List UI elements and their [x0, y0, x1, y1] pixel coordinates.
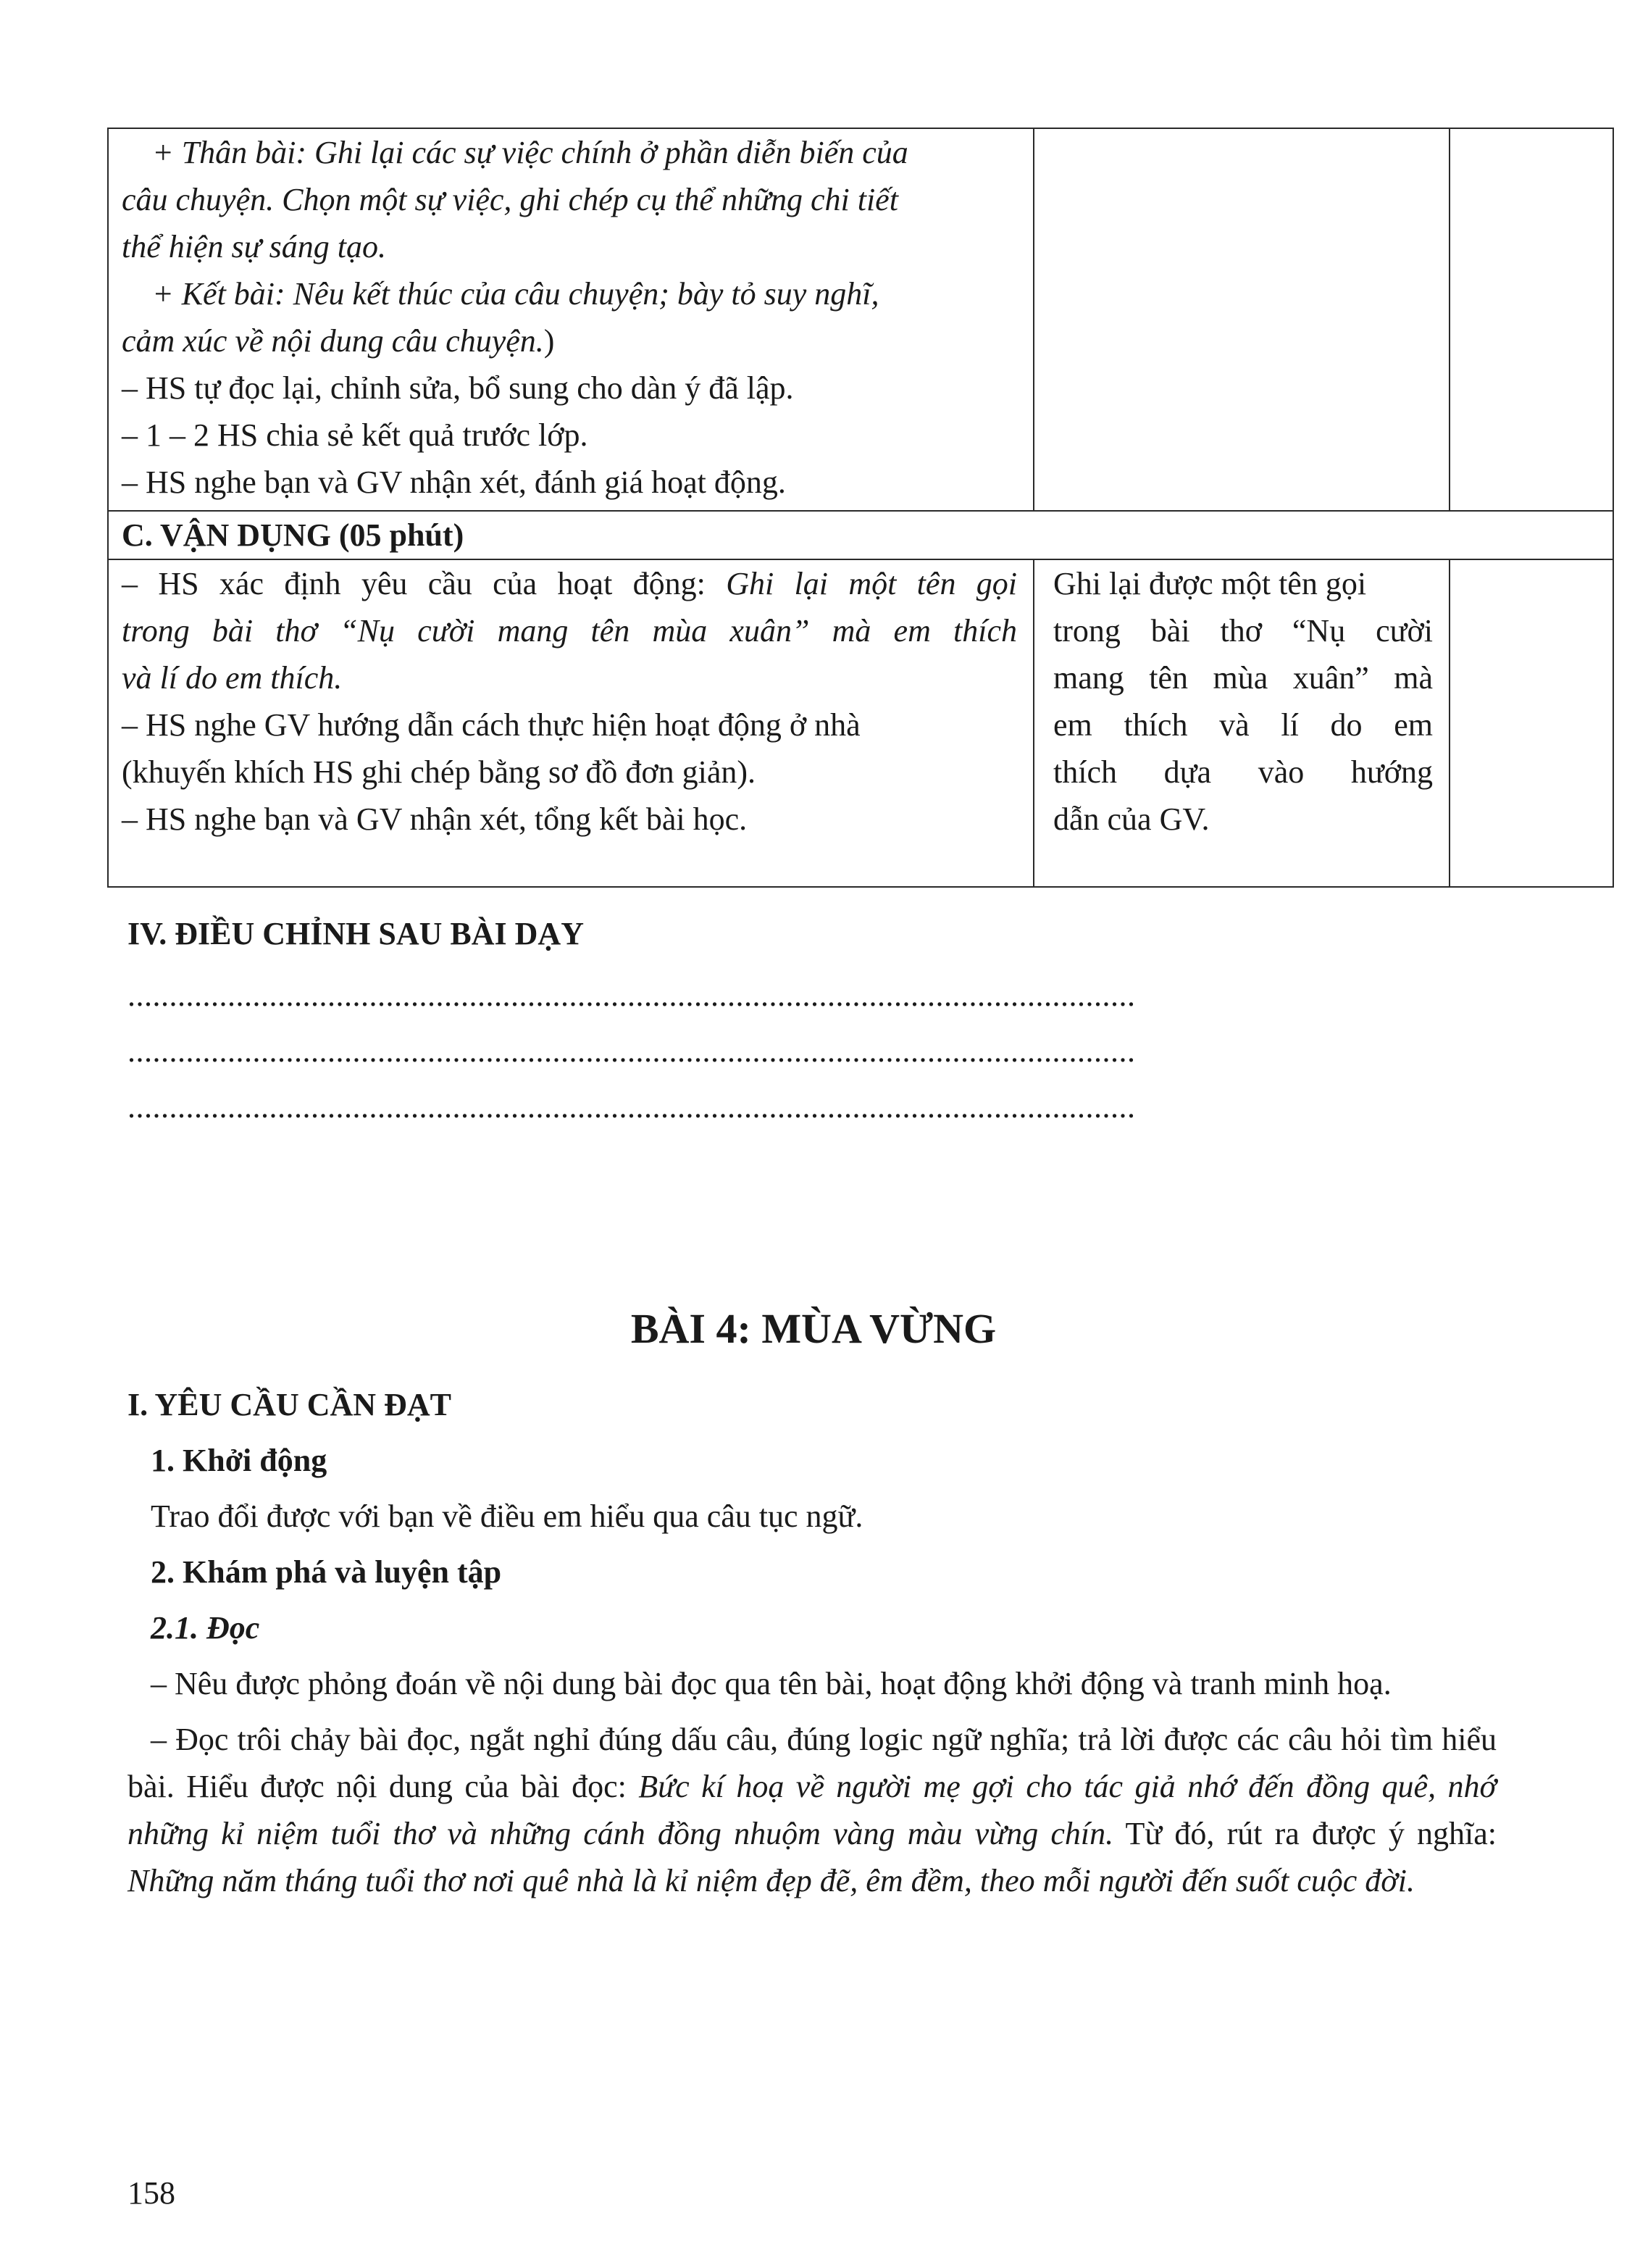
activity-cell — [108, 128, 1034, 511]
section-heading: IV. ĐIỀU CHỈNH SAU BÀI DẠY — [127, 916, 584, 951]
text-line: – HS nghe bạn và GV nhận xét, tổng kết bài học. — [122, 801, 748, 837]
table-row — [108, 511, 1613, 559]
text-line: + Kết bài: Nêu kết thúc của câu chuyện; bày tỏ suy nghĩ, — [152, 276, 879, 312]
activity-cell — [108, 559, 1034, 887]
text-line: – HS tự đọc lại, chỉnh sửa, bổ sung cho dàn ý đã lập. — [122, 370, 794, 406]
text-line: câu chuyện. Chọn một sự việc, ghi chép cụ thể những chi tiết — [122, 182, 898, 217]
text-line: – HS nghe GV hướng dẫn cách thực hiện hoạt động ở nhà — [122, 707, 861, 743]
lesson-title: BÀI 4: MÙA VỪNG — [630, 1305, 997, 1352]
text-line: và lí do em thích. — [122, 660, 343, 696]
text-line: cảm xúc về nội dung câu chuyện. — [122, 323, 544, 359]
text-line: + Thân bài: Ghi lại các sự việc chính ở phần diễn biến của — [152, 135, 908, 170]
text-run: Những năm tháng tuổi thơ nơi quê nhà là kỉ niệm đẹp đẽ, êm đềm, theo mỗi người đến suốt cuộc đời. — [127, 1863, 1415, 1898]
subsection-heading: 1. Khởi động — [151, 1443, 327, 1478]
note-cell — [1450, 128, 1613, 511]
text-run: Bức kí hoạ về người mẹ gợi cho tác giả nhớ đến đồng quê, nhớ những kỉ niệm tuổi thơ và những cánh đồng nhuộm vàng màu vừng chín. — [127, 1769, 1497, 1851]
lesson-plan-table — [107, 128, 1614, 888]
text-line: – HS nghe bạn và GV nhận xét, đánh giá hoạt động. — [122, 464, 786, 500]
subsection-heading: 2. Khám phá và luyện tập — [151, 1554, 502, 1590]
outcome-cell — [1034, 128, 1450, 511]
text-line: thích dựa vào hướng — [1053, 754, 1433, 790]
subsection-heading: 2.1. Đọc — [151, 1610, 260, 1646]
text-line: (khuyến khích HS ghi chép bằng sơ đồ đơn giản). — [122, 754, 756, 790]
text-line: trong bài thơ “Nụ cười — [1053, 613, 1433, 649]
text-line: – HS xác định yêu cầu của hoạt động: — [122, 566, 727, 601]
section-heading: I. YÊU CẦU CẦN ĐẠT — [127, 1387, 451, 1422]
text-line: trong bài thơ “Nụ cười mang tên mùa xuân” mà em thích — [122, 613, 1017, 649]
paragraph — [127, 1716, 1497, 1904]
text-line: thể hiện sự sáng tạo. — [122, 229, 386, 264]
note-cell — [1450, 559, 1613, 887]
text-run: – Đọc trôi chảy bài đọc, ngắt nghỉ đúng dấu câu, đúng logic ngữ nghĩa; trả lời được các câu hỏi tìm hiểu bài. Hiểu được nội dung của bài đọc: — [127, 1722, 1497, 1804]
table-row — [108, 128, 1613, 511]
requirements-section — [127, 1381, 1497, 1904]
blank-line: ......................................................................................................................... — [127, 1033, 1136, 1069]
text-line: – 1 – 2 HS chia sẻ kết quả trước lớp. — [122, 417, 588, 453]
text-line: dẫn của GV. — [1053, 801, 1210, 837]
text-line: Ghi lại được một tên gọi — [1053, 566, 1367, 601]
paragraph: – Nêu được phỏng đoán về nội dung bài đọc qua tên bài, hoạt động khởi động và tranh minh hoạ. — [151, 1666, 1392, 1701]
blank-line: ......................................................................................................................... — [127, 1089, 1136, 1125]
text-run: Từ đó, rút ra được ý nghĩa: — [1113, 1816, 1497, 1851]
outcome-cell — [1034, 559, 1450, 887]
paragraph: Trao đổi được với bạn về điều em hiểu qua câu tục ngữ. — [151, 1498, 863, 1534]
text-line: mang tên mùa xuân” mà — [1053, 660, 1433, 696]
page-number: 158 — [127, 2175, 175, 2211]
text-line: ) — [543, 323, 555, 359]
section-c-heading: C. VẬN DỤNG (05 phút) — [108, 511, 1613, 559]
text-line: Ghi lại một tên gọi — [726, 566, 1018, 601]
blank-line: ......................................................................................................................... — [127, 977, 1136, 1013]
table-row — [108, 559, 1613, 887]
adjustment-section — [127, 910, 1504, 1135]
text-line: em thích và lí do em — [1053, 707, 1433, 743]
